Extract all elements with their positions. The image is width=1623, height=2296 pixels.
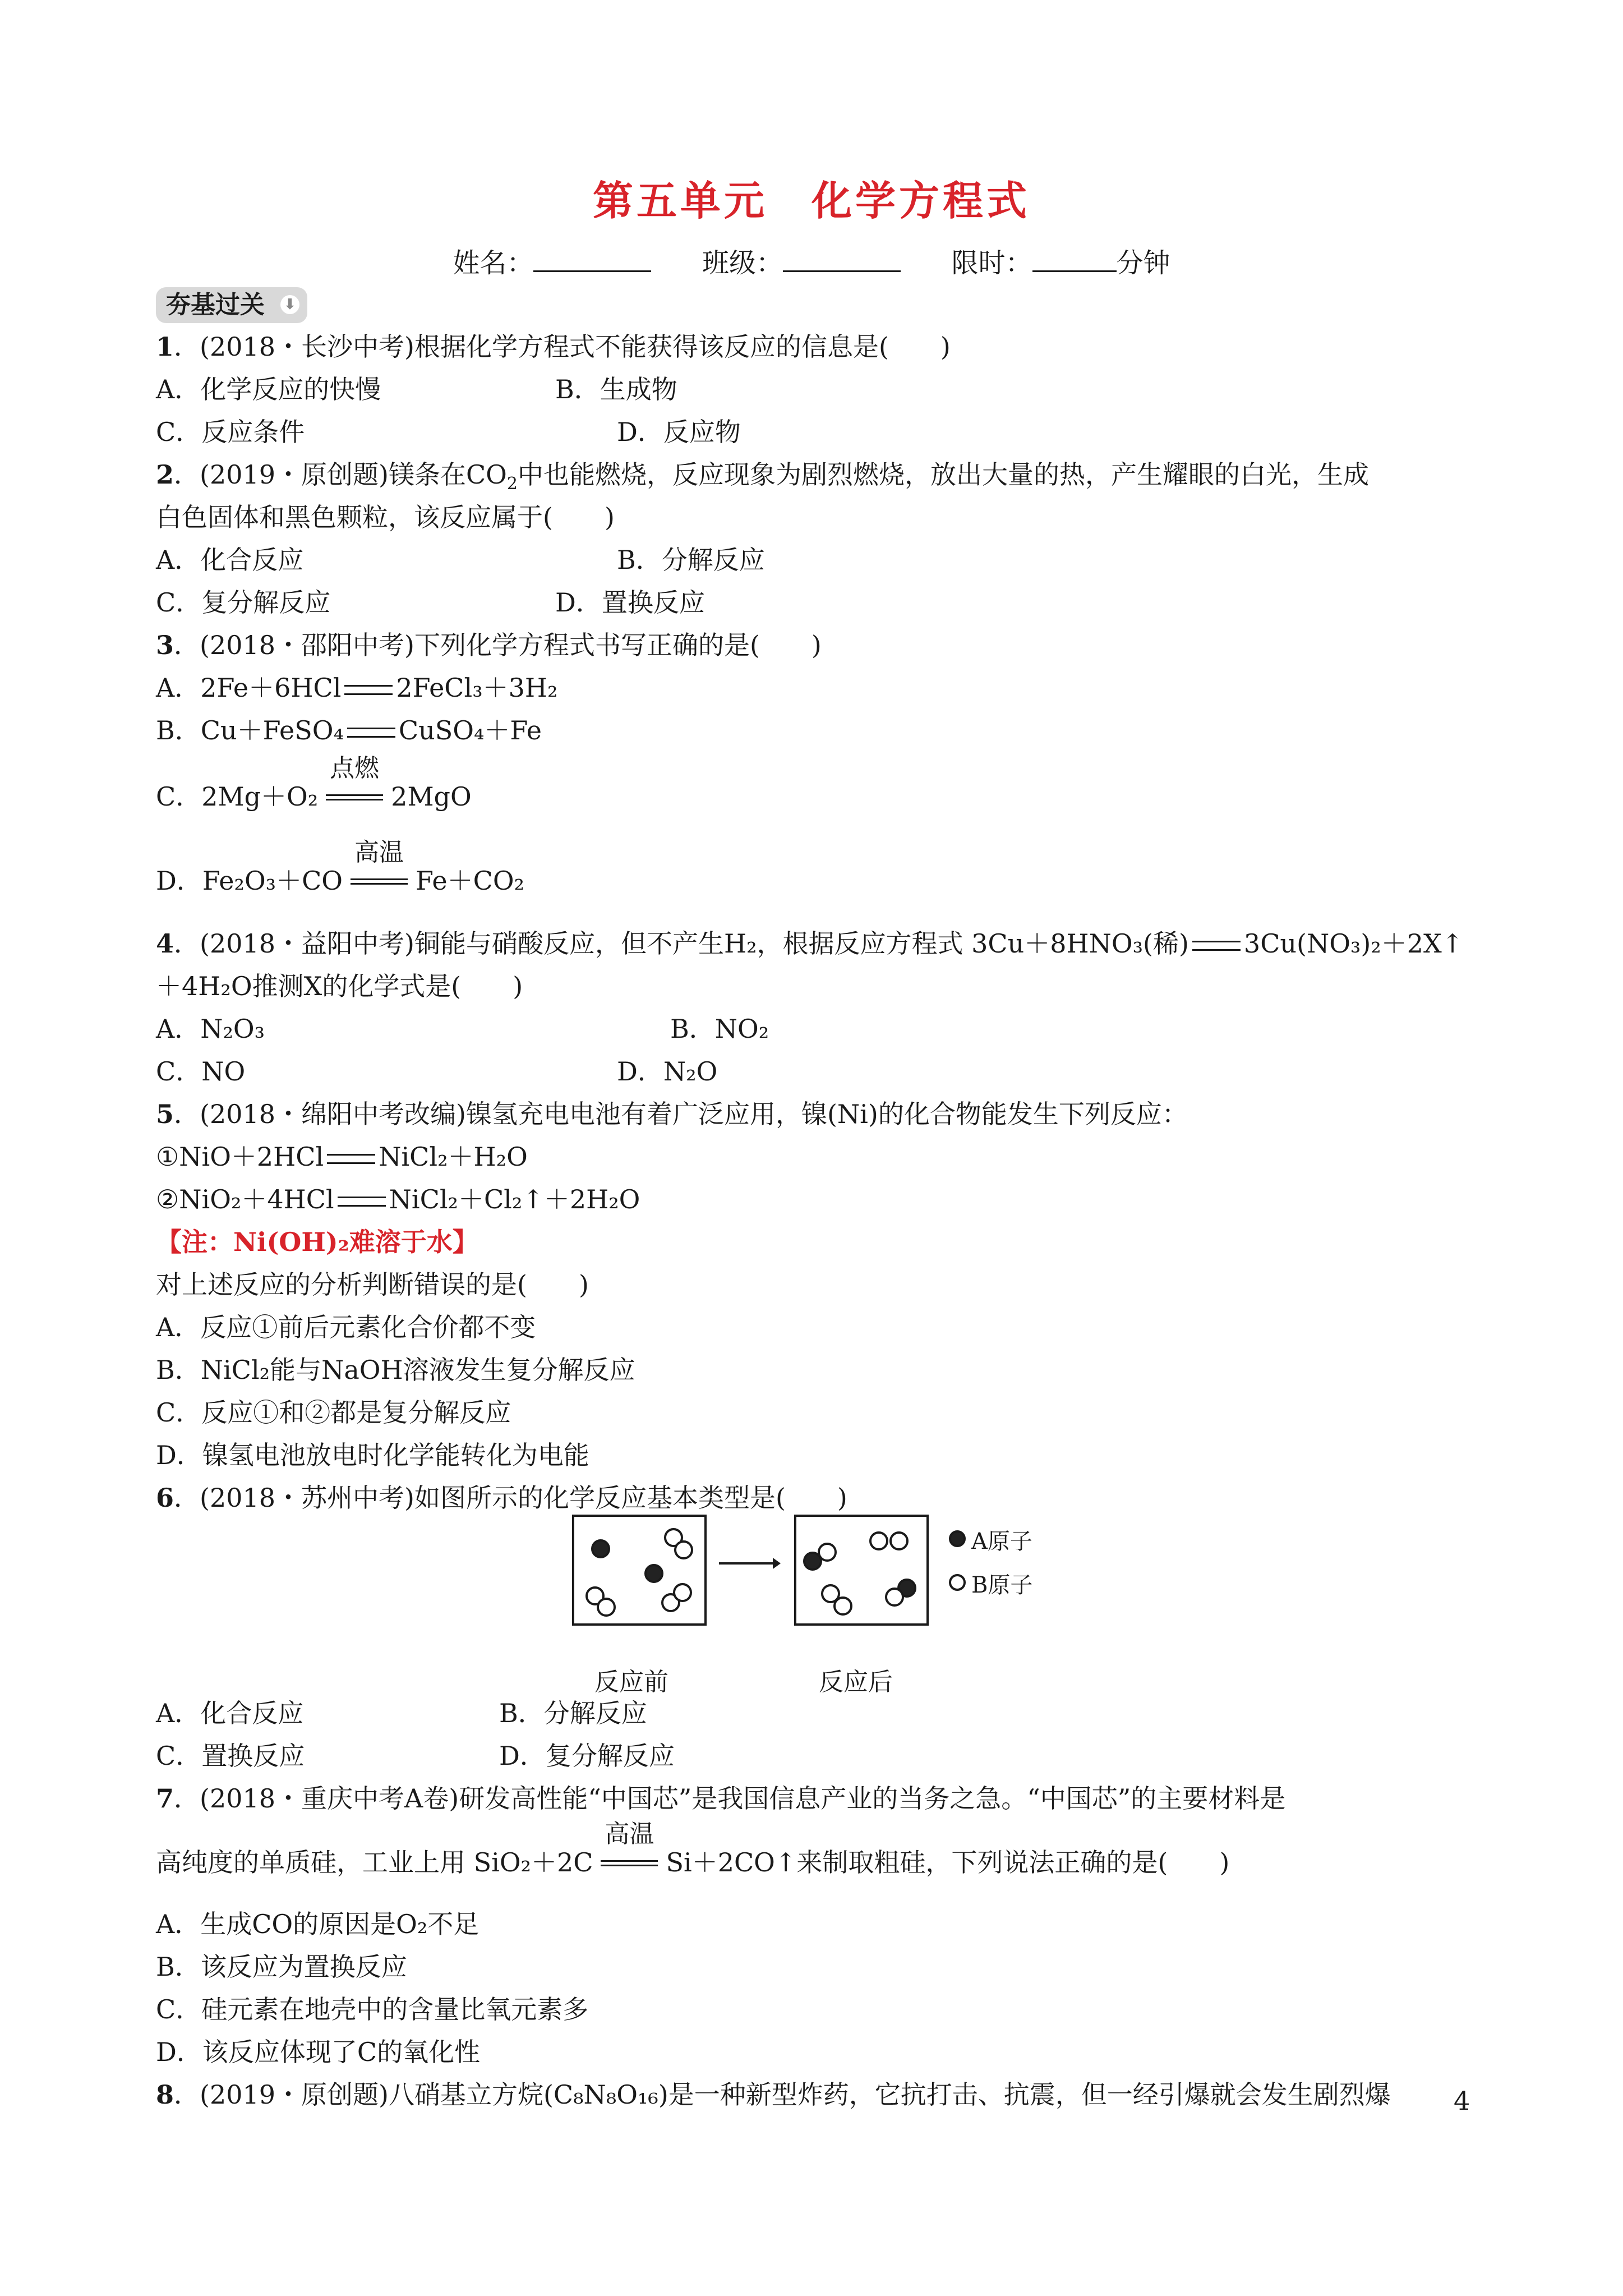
q5-note: 【注：Ni(OH)₂难溶于水】 — [156, 1227, 478, 1257]
q1-option-a: A．化学反应的快慢 — [156, 374, 381, 404]
time-blank[interactable] — [1032, 265, 1117, 272]
q6-option-a: A．化合反应 — [156, 1698, 304, 1728]
a-atom — [644, 1564, 663, 1583]
q7-option-a: A．生成CO的原因是O₂不足 — [156, 1909, 479, 1939]
q2-option-c: C．复分解反应 — [156, 587, 331, 618]
q2-option-a: A．化合反应 — [156, 545, 304, 575]
section-badge — [156, 287, 307, 323]
q2-option-b: B．分解反应 — [617, 545, 765, 575]
q3-option-a: A．2Fe＋6HCl 2FeCl₃＋3H₂ — [156, 673, 558, 703]
q5-option-a: A．反应①前后元素化合价都不变 — [156, 1312, 536, 1342]
q6-option-d: D．复分解反应 — [499, 1741, 675, 1771]
q5-reaction-2: ②NiO₂＋4HCl NiCl₂＋Cl₂↑＋2H₂O — [156, 1184, 640, 1214]
q6-option-b: B．分解反应 — [499, 1698, 647, 1728]
q3-option-d: D．Fe₂O₃＋CO 高温 Fe＋CO₂ — [156, 838, 524, 896]
q6-option-c: C．置换反应 — [156, 1741, 305, 1771]
q5-ask: 对上述反应的分析判断错误的是( ) — [156, 1269, 589, 1300]
b-atom — [673, 1583, 692, 1602]
b-atom — [597, 1598, 616, 1617]
q7-option-b: B．该反应为置换反应 — [156, 1952, 407, 1982]
q5-option-c: C．反应①和②都是复分解反应 — [156, 1397, 511, 1428]
q1-option-b: B．生成物 — [555, 374, 677, 404]
b-atom — [833, 1596, 852, 1616]
b-atom — [869, 1531, 888, 1550]
q4-option-a: A．N₂O₃ — [156, 1014, 265, 1044]
question-2-stem: 2．(2019・原创题)镁条在$CO_2$中也能燃烧，反应现象为剧烈燃烧，放出大量的热，产生耀眼的白光，生成 — [156, 459, 1369, 494]
page-number: 4 — [1454, 2086, 1470, 2116]
time-label: 限时： — [951, 247, 1032, 279]
q3-option-b: B．Cu＋FeSO₄ CuSO₄＋Fe — [156, 715, 542, 746]
before-box — [572, 1515, 707, 1626]
a-atom — [591, 1539, 610, 1558]
question-4-stem-cont: ＋4H₂O推测X的化学式是( ) — [156, 971, 523, 1001]
question-4-stem: 4．(2018・益阳中考)铜能与硝酸反应，但不产生H₂，根据反应方程式 3Cu＋8HNO₃(稀) 3Cu(NO₃)₂＋2X↑ — [156, 928, 1464, 959]
b-atom — [885, 1588, 904, 1607]
after-caption: 反应后 — [819, 1668, 893, 1696]
question-2-stem-cont: 白色固体和黑色颗粒，该反应属于( ) — [156, 502, 615, 532]
q1-option-c: C．反应条件 — [156, 417, 305, 447]
time-unit: 分钟 — [1116, 247, 1170, 279]
q4-option-b: B．NO₂ — [670, 1014, 769, 1044]
q5-reaction-1: ①NiO＋2HCl NiCl₂＋H₂O — [156, 1142, 528, 1172]
page-title: 第五单元 化学方程式 — [592, 177, 1030, 224]
arrow-down-icon: ⬇ — [280, 295, 299, 314]
student-info-line — [0, 241, 1623, 280]
section-label: 夯基过关 — [166, 291, 265, 319]
question-5-stem: 5．(2018・绵阳中考改编)镍氢充电电池有着广泛应用，镍(Ni)的化合物能发生下列反应： — [156, 1099, 1188, 1129]
legend-b-atom — [949, 1574, 966, 1591]
after-box — [794, 1515, 929, 1626]
q2-option-d: D．置换反应 — [555, 587, 705, 618]
name-blank[interactable] — [533, 265, 651, 272]
q7-option-d: D．该反应体现了C的氧化性 — [156, 2037, 481, 2067]
class-blank[interactable] — [783, 265, 901, 272]
question-1-stem: 1．(2018・长沙中考)根据化学方程式不能获得该反应的信息是( ) — [156, 332, 951, 362]
q1-option-d: D．反应物 — [617, 417, 741, 447]
legend-b-label: B原子 — [971, 1572, 1033, 1598]
question-7-stem: 7．(2018・重庆中考A卷)研发高性能“中国芯”是我国信息产业的当务之急。“中国芯”的主要材料是 — [156, 1783, 1286, 1814]
class-label: 班级： — [702, 247, 783, 279]
reaction-diagram — [572, 1515, 1077, 1717]
q4-option-d: D．N₂O — [617, 1056, 718, 1087]
q7-option-c: C．硅元素在地壳中的含量比氧元素多 — [156, 1994, 589, 2024]
q3-option-c: C．2Mg＋O₂ 点燃 2MgO — [156, 754, 472, 812]
before-caption: 反应前 — [594, 1668, 668, 1696]
q5-option-d: D．镍氢电池放电时化学能转化为电能 — [156, 1440, 589, 1470]
question-8-stem: 8．(2019・原创题)八硝基立方烷(C₈N₈O₁₆)是一种新型炸药，它抗打击、抗震，但一经引爆就会发生剧烈爆 — [156, 2079, 1391, 2110]
question-3-stem: 3．(2018・邵阳中考)下列化学方程式书写正确的是( ) — [156, 630, 822, 660]
legend-a-label: A原子 — [971, 1529, 1032, 1554]
arrow-right-icon — [719, 1555, 781, 1572]
question-6-stem: 6．(2018・苏州中考)如图所示的化学反应基本类型是( ) — [156, 1483, 847, 1513]
q4-option-c: C．NO — [156, 1056, 246, 1087]
b-atom — [818, 1543, 837, 1562]
question-7-stem-cont: 高纯度的单质硅，工业上用 SiO₂＋2C 高温 Si＋2CO↑来制取粗硅，下列说法正确的是( ) — [156, 1820, 1230, 1878]
b-atom — [674, 1540, 693, 1559]
b-atom — [889, 1531, 909, 1550]
name-label: 姓名： — [453, 247, 534, 279]
legend-a-atom — [949, 1530, 966, 1547]
q5-option-b: B．NiCl₂能与NaOH溶液发生复分解反应 — [156, 1355, 635, 1385]
